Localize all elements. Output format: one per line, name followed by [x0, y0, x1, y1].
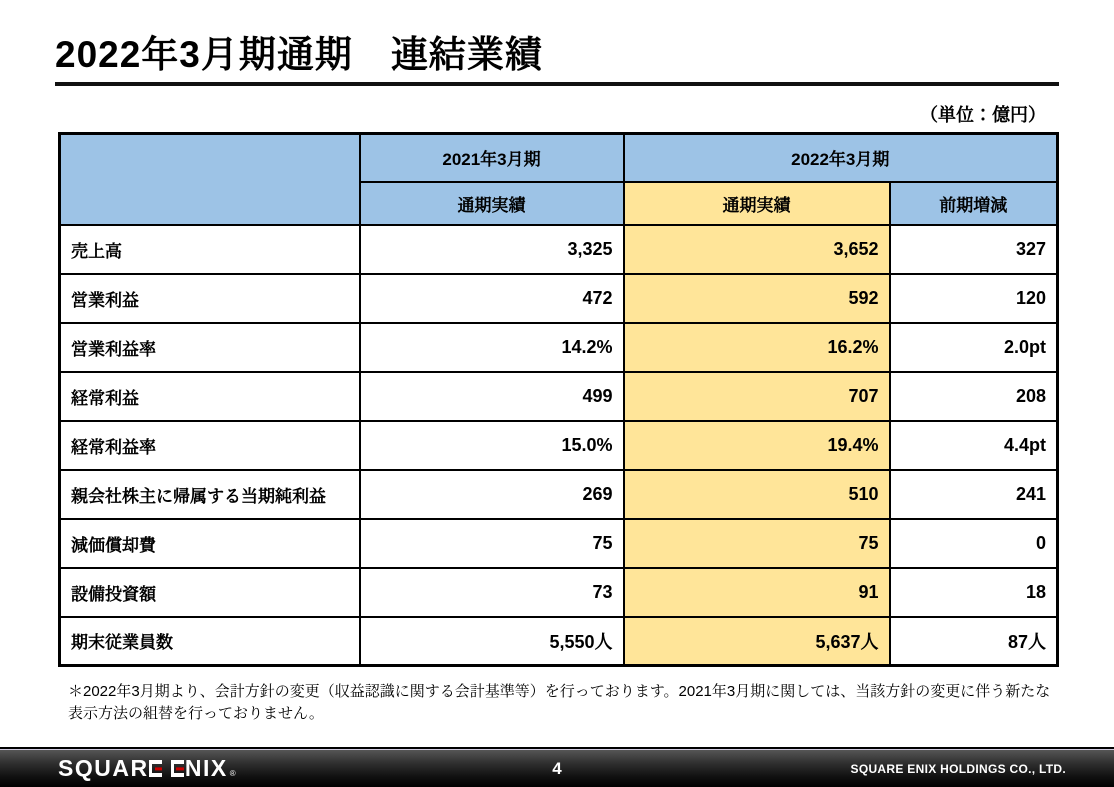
- logo-text-part1: SQUAR: [58, 755, 149, 781]
- value-fy2022: 91: [624, 568, 890, 617]
- row-label: 営業利益率: [60, 323, 360, 372]
- footer-bar: [0, 747, 1114, 787]
- row-label: 営業利益: [60, 274, 360, 323]
- value-fy2022: 75: [624, 519, 890, 568]
- header-fy2021-actual: 通期実績: [360, 182, 624, 225]
- page-title: 2022年3月期通期 連結業績: [55, 34, 543, 75]
- value-fy2021: 73: [360, 568, 624, 617]
- value-change: 241: [890, 470, 1058, 519]
- logo-text-part2: NIX: [184, 755, 228, 781]
- row-label: 経常利益率: [60, 421, 360, 470]
- value-change: 2.0pt: [890, 323, 1058, 372]
- table-row-net-income: [60, 470, 1058, 519]
- value-change: 327: [890, 225, 1058, 274]
- value-change: 18: [890, 568, 1058, 617]
- header-fy2021: 2021年3月期: [360, 134, 624, 182]
- value-fy2022: 3,652: [624, 225, 890, 274]
- value-fy2022: 5,637人: [624, 617, 890, 666]
- footnote: ＊2022年3月期より、会計方針の変更（収益認識に関する会計基準等）を行っております。2021年3月期に関しては、当該方針の変更に伴う新たな表示方法の組替を行っておりません。: [68, 683, 1051, 722]
- row-label: 親会社株主に帰属する当期純利益: [60, 470, 360, 519]
- header-empty-cell: [60, 134, 360, 225]
- row-label: 期末従業員数: [60, 617, 360, 666]
- row-label: 売上高: [60, 225, 360, 274]
- value-change: 208: [890, 372, 1058, 421]
- row-label: 設備投資額: [60, 568, 360, 617]
- table-row-net-sales: [60, 225, 1058, 274]
- financial-results-table: [58, 132, 1059, 667]
- title-underline: [55, 82, 1059, 86]
- header-fy2022: 2022年3月期: [624, 134, 1058, 182]
- page-number: 4: [552, 758, 562, 778]
- table-row-operating-margin: [60, 323, 1058, 372]
- value-fy2021: 5,550人: [360, 617, 624, 666]
- value-fy2022: 19.4%: [624, 421, 890, 470]
- logo-e-icon: [149, 760, 162, 776]
- registered-mark: ®: [229, 769, 238, 778]
- value-fy2021: 269: [360, 470, 624, 519]
- value-fy2021: 14.2%: [360, 323, 624, 372]
- table-row-capex: [60, 568, 1058, 617]
- square-enix-logo: [58, 755, 237, 782]
- footer-content: [0, 750, 1114, 787]
- value-fy2022: 707: [624, 372, 890, 421]
- value-change: 120: [890, 274, 1058, 323]
- value-fy2022: 592: [624, 274, 890, 323]
- row-label: 経常利益: [60, 372, 360, 421]
- value-fy2021: 15.0%: [360, 421, 624, 470]
- value-change: 4.4pt: [890, 421, 1058, 470]
- unit-label: （単位：億円）: [920, 105, 1046, 125]
- row-label: 減価償却費: [60, 519, 360, 568]
- table-row-ordinary-income: [60, 372, 1058, 421]
- header-fy2022-actual: 通期実績: [624, 182, 890, 225]
- header-change: 前期増減: [890, 182, 1058, 225]
- table-row-operating-income: [60, 274, 1058, 323]
- table-row-ordinary-margin: [60, 421, 1058, 470]
- table-row-employees: [60, 617, 1058, 666]
- table-row-depreciation: [60, 519, 1058, 568]
- value-fy2022: 16.2%: [624, 323, 890, 372]
- value-fy2021: 472: [360, 274, 624, 323]
- value-fy2021: 499: [360, 372, 624, 421]
- value-change: 87人: [890, 617, 1058, 666]
- logo-e-icon: [171, 760, 184, 776]
- value-change: 0: [890, 519, 1058, 568]
- company-name: SQUARE ENIX HOLDINGS CO., LTD.: [850, 761, 1066, 776]
- value-fy2022: 510: [624, 470, 890, 519]
- value-fy2021: 75: [360, 519, 624, 568]
- value-fy2021: 3,325: [360, 225, 624, 274]
